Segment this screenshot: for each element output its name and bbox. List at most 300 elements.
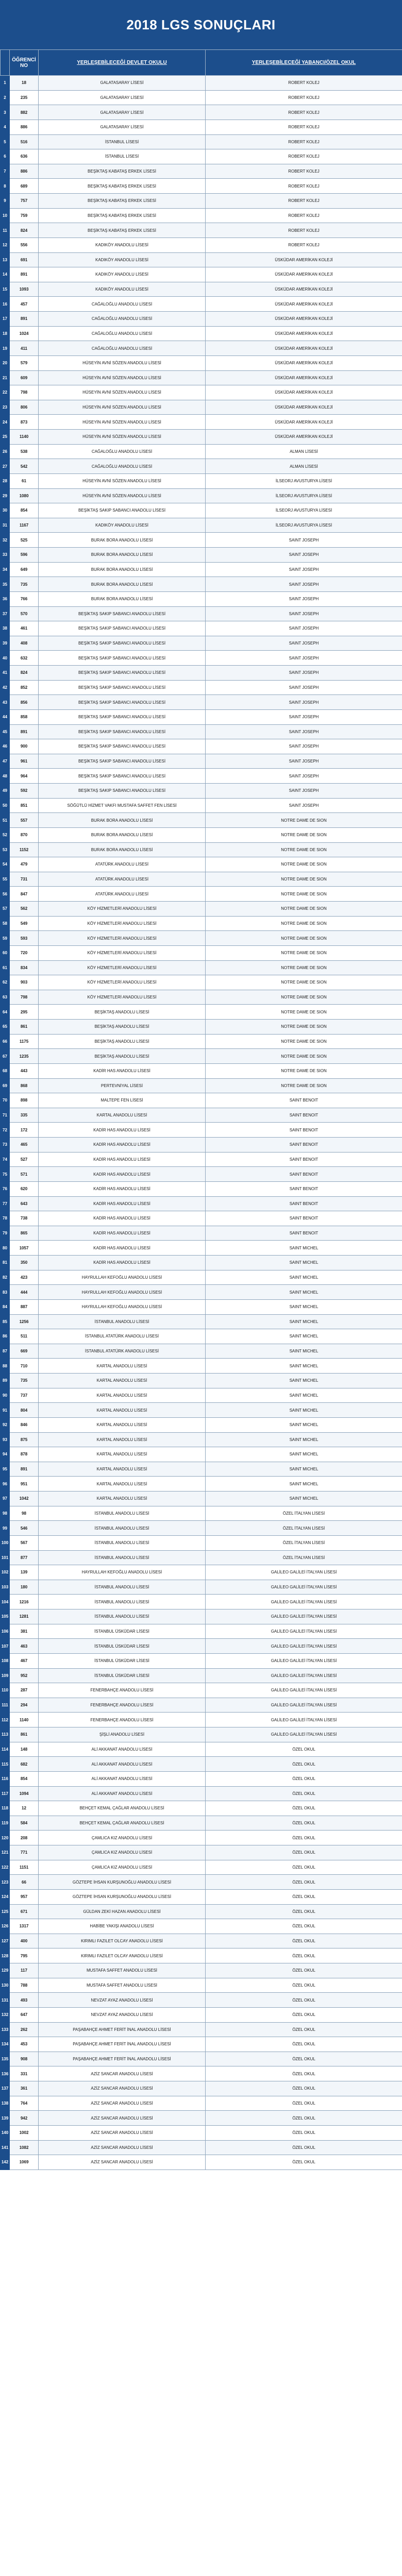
student-no-cell: 682 [10, 1757, 39, 1772]
state-school-cell: KÖY HİZMETLERİ ANADOLU LİSESİ [39, 945, 206, 960]
state-school-cell: NEVZAT AYAZ ANADOLU LİSESİ [39, 1993, 206, 2008]
private-school-cell: NOTRE DAME DE SION [206, 945, 402, 960]
private-school-cell: ROBERT KOLEJ [206, 208, 402, 223]
row-index: 2 [1, 90, 10, 105]
state-school-cell: KADIKÖY ANADOLU LİSESİ [39, 267, 206, 282]
student-no-cell: 98 [10, 1506, 39, 1521]
private-school-cell: SAINT JOSEPH [206, 695, 402, 710]
state-school-cell: ATATÜRK ANADOLU LİSESİ [39, 857, 206, 872]
table-row [1, 680, 402, 695]
private-school-cell: SAINT MICHEL [206, 1462, 402, 1477]
student-no-cell: 798 [10, 385, 39, 400]
row-index: 101 [1, 1550, 10, 1565]
student-no-cell: 18 [10, 76, 39, 91]
row-index: 98 [1, 1506, 10, 1521]
row-index: 3 [1, 105, 10, 120]
student-no-cell: 903 [10, 975, 39, 990]
private-school-cell: SAINT MICHEL [206, 1314, 402, 1329]
state-school-cell: ALİ AKKANAT ANADOLU LİSESİ [39, 1757, 206, 1772]
student-no-cell: 764 [10, 2096, 39, 2111]
row-index: 96 [1, 1477, 10, 1492]
state-school-cell: BEŞİKTAŞ SAKIP SABANCI ANADOLU LİSESİ [39, 651, 206, 666]
table-row [1, 1432, 402, 1447]
student-no-cell: 900 [10, 739, 39, 754]
row-index: 14 [1, 267, 10, 282]
table-row [1, 473, 402, 488]
row-index: 79 [1, 1226, 10, 1241]
private-school-cell: SAINT JOSEPH [206, 533, 402, 548]
row-index: 18 [1, 326, 10, 341]
state-school-cell: BEŞİKTAŞ SAKIP SABANCI ANADOLU LİSESİ [39, 636, 206, 651]
state-school-cell: HÜSEYİN AVNİ SÖZEN ANADOLU LİSESİ [39, 400, 206, 415]
state-school-cell: PAŞABAHÇE AHMET FERİT İNAL ANADOLU LİSESİ [39, 2022, 206, 2037]
state-school-cell: BEŞİKTAŞ KABATAŞ ERKEK LİSESİ [39, 164, 206, 179]
table-row [1, 1256, 402, 1270]
private-school-cell: SAINT JOSEPH [206, 562, 402, 577]
table-row [1, 1374, 402, 1388]
table-row [1, 960, 402, 975]
private-school-cell: SAINT JOSEPH [206, 769, 402, 784]
state-school-cell: İSTANBUL ANADOLU LİSESİ [39, 1506, 206, 1521]
state-school-cell: BURAK BORA ANADOLU LİSESİ [39, 577, 206, 592]
state-school-cell: KÖY HİZMETLERİ ANADOLU LİSESİ [39, 902, 206, 917]
student-no-cell: 584 [10, 1816, 39, 1831]
table-row [1, 1668, 402, 1683]
private-school-cell: GALİLEO GALİLEİ İTALYAN LİSESİ [206, 1595, 402, 1609]
student-no-cell: 771 [10, 1845, 39, 1860]
private-school-cell: SAINT BENOIT [206, 1211, 402, 1226]
private-school-cell: ÖZEL OKUL [206, 1831, 402, 1845]
row-index: 108 [1, 1653, 10, 1668]
private-school-cell: NOTRE DAME DE SION [206, 1034, 402, 1049]
table-row [1, 1226, 402, 1241]
row-index: 87 [1, 1344, 10, 1359]
table-row [1, 1329, 402, 1344]
row-index: 70 [1, 1093, 10, 1108]
state-school-cell: İSTANBUL ÜSKÜDAR LİSESİ [39, 1653, 206, 1668]
table-row [1, 1034, 402, 1049]
private-school-cell: ROBERT KOLEJ [206, 194, 402, 209]
state-school-cell: FENERBAHÇE ANADOLU LİSESİ [39, 1683, 206, 1698]
student-no-cell: 854 [10, 503, 39, 518]
table-row [1, 857, 402, 872]
table-row [1, 813, 402, 828]
row-index: 66 [1, 1034, 10, 1049]
student-no-cell: 596 [10, 548, 39, 563]
state-school-cell: HABİBE YAKIŞI ANADOLU LİSESİ [39, 1919, 206, 1934]
state-school-cell: KARTAL ANADOLU LİSESİ [39, 1417, 206, 1432]
student-no-cell: 861 [10, 1727, 39, 1742]
student-no-cell: 567 [10, 1535, 39, 1550]
student-no-cell: 834 [10, 960, 39, 975]
state-school-cell: NEVZAT AYAZ ANADOLU LİSESİ [39, 2007, 206, 2022]
state-school-cell: BEŞİKTAŞ SAKIP SABANCI ANADOLU LİSESİ [39, 666, 206, 681]
row-index: 43 [1, 695, 10, 710]
private-school-cell: ÜSKÜDAR AMERİKAN KOLEJİ [206, 341, 402, 356]
state-school-cell: KADİR HAS ANADOLU LİSESİ [39, 1211, 206, 1226]
student-no-cell: 262 [10, 2022, 39, 2037]
row-index: 117 [1, 1786, 10, 1801]
private-school-cell: ROBERT KOLEJ [206, 76, 402, 91]
row-index: 28 [1, 473, 10, 488]
table-row [1, 1167, 402, 1182]
private-school-cell: ÖZEL OKUL [206, 1904, 402, 1919]
row-index: 40 [1, 651, 10, 666]
state-school-cell: KARTAL ANADOLU LİSESİ [39, 1108, 206, 1123]
row-index: 134 [1, 2037, 10, 2052]
state-school-cell: GALATASARAY LİSESİ [39, 90, 206, 105]
student-no-cell: 1152 [10, 842, 39, 857]
student-no-cell: 957 [10, 1889, 39, 1904]
private-school-cell: ROBERT KOLEJ [206, 120, 402, 134]
student-no-cell: 846 [10, 1417, 39, 1432]
state-school-cell: BEŞİKTAŞ ANADOLU LİSESİ [39, 1020, 206, 1035]
page-title: 2018 LGS SONUÇLARI [126, 16, 276, 32]
state-school-cell: HÜSEYİN AVNİ SÖZEN ANADOLU LİSESİ [39, 355, 206, 370]
private-school-cell: ÜSKÜDAR AMERİKAN KOLEJİ [206, 252, 402, 267]
student-no-cell: 287 [10, 1683, 39, 1698]
private-school-cell: NOTRE DAME DE SION [206, 842, 402, 857]
state-school-cell: KÖY HİZMETLERİ ANADOLU LİSESİ [39, 916, 206, 931]
page-header [0, 0, 402, 49]
row-index: 17 [1, 312, 10, 327]
private-school-cell: GALİLEO GALİLEİ İTALYAN LİSESİ [206, 1624, 402, 1639]
row-index: 69 [1, 1078, 10, 1093]
table-row [1, 1388, 402, 1403]
private-school-cell: ROBERT KOLEJ [206, 164, 402, 179]
table-row [1, 666, 402, 681]
student-no-cell: 381 [10, 1624, 39, 1639]
state-school-cell: İSTANBUL ANADOLU LİSESİ [39, 1535, 206, 1550]
row-index: 19 [1, 341, 10, 356]
row-index: 62 [1, 975, 10, 990]
row-index: 86 [1, 1329, 10, 1344]
row-index: 75 [1, 1167, 10, 1182]
private-school-cell: NOTRE DAME DE SION [206, 857, 402, 872]
table-row [1, 444, 402, 459]
state-school-cell: KARTAL ANADOLU LİSESİ [39, 1403, 206, 1418]
state-school-cell: KADİR HAS ANADOLU LİSESİ [39, 1138, 206, 1153]
state-school-cell: İSTANBUL ATATÜRK ANADOLU LİSESİ [39, 1344, 206, 1359]
student-no-cell: 870 [10, 827, 39, 842]
private-school-cell: ÖZEL OKUL [206, 2155, 402, 2170]
student-no-cell: 858 [10, 709, 39, 724]
state-school-cell: KADIKÖY ANADOLU LİSESİ [39, 238, 206, 252]
private-school-cell: NOTRE DAME DE SION [206, 887, 402, 902]
private-school-cell: ÜSKÜDAR AMERİKAN KOLEJİ [206, 267, 402, 282]
private-school-cell: ÖZEL OKUL [206, 1816, 402, 1831]
private-school-cell: SAINT BENOIT [206, 1196, 402, 1211]
results-table [0, 49, 402, 2170]
table-row [1, 651, 402, 666]
student-no-cell: 720 [10, 945, 39, 960]
row-index: 32 [1, 533, 10, 548]
state-school-cell: KARTAL ANADOLU LİSESİ [39, 1492, 206, 1506]
state-school-cell: HAYRULLAH KEFOĞLU ANADOLU LİSESİ [39, 1299, 206, 1314]
table-row [1, 1123, 402, 1138]
table-row [1, 1477, 402, 1492]
table-row [1, 872, 402, 887]
state-school-cell: AZİZ SANCAR ANADOLU LİSESİ [39, 2140, 206, 2155]
student-no-cell: 1082 [10, 2140, 39, 2155]
student-no-cell: 798 [10, 990, 39, 1005]
state-school-cell: AZİZ SANCAR ANADOLU LİSESİ [39, 2155, 206, 2170]
state-school-cell: KARTAL ANADOLU LİSESİ [39, 1447, 206, 1462]
student-no-cell: 400 [10, 1934, 39, 1948]
row-index: 65 [1, 1020, 10, 1035]
private-school-cell: SAINT BENOIT [206, 1123, 402, 1138]
private-school-cell: ÖZEL İTALYAN LİSESİ [206, 1535, 402, 1550]
student-no-cell: 546 [10, 1521, 39, 1536]
private-school-cell: ROBERT KOLEJ [206, 238, 402, 252]
state-school-cell: İSTANBUL ANADOLU LİSESİ [39, 1595, 206, 1609]
state-school-cell: HÜSEYİN AVNİ SÖZEN ANADOLU LİSESİ [39, 473, 206, 488]
private-school-cell: ÜSKÜDAR AMERİKAN KOLEJİ [206, 370, 402, 385]
state-school-cell: KADİR HAS ANADOLU LİSESİ [39, 1063, 206, 1078]
row-index: 99 [1, 1521, 10, 1536]
table-row [1, 326, 402, 341]
student-no-cell: 538 [10, 444, 39, 459]
state-school-cell: HAYRULLAH KEFOĞLU ANADOLU LİSESİ [39, 1270, 206, 1285]
state-school-cell: HAYRULLAH KEFOĞLU ANADOLU LİSESİ [39, 1565, 206, 1580]
private-school-cell: SAINT MICHEL [206, 1492, 402, 1506]
table-row [1, 1108, 402, 1123]
student-no-cell: 148 [10, 1742, 39, 1757]
table-row [1, 1713, 402, 1727]
student-no-cell: 891 [10, 1462, 39, 1477]
student-no-cell: 669 [10, 1344, 39, 1359]
row-index: 15 [1, 282, 10, 297]
row-index: 7 [1, 164, 10, 179]
student-no-cell: 671 [10, 1904, 39, 1919]
state-school-cell: MUSTAFA SAFFET ANADOLU LİSESİ [39, 1978, 206, 1993]
table-row [1, 459, 402, 474]
student-no-cell: 1175 [10, 1034, 39, 1049]
state-school-cell: KARTAL ANADOLU LİSESİ [39, 1359, 206, 1374]
student-no-cell: 898 [10, 1093, 39, 1108]
private-school-cell: SAINT BENOIT [206, 1181, 402, 1196]
student-no-cell: 731 [10, 872, 39, 887]
row-index: 57 [1, 902, 10, 917]
row-index: 85 [1, 1314, 10, 1329]
row-index: 47 [1, 754, 10, 769]
table-row [1, 1020, 402, 1035]
table-row [1, 621, 402, 636]
private-school-cell: ÖZEL İTALYAN LİSESİ [206, 1506, 402, 1521]
row-index: 111 [1, 1698, 10, 1713]
private-school-cell: GALİLEO GALİLEİ İTALYAN LİSESİ [206, 1639, 402, 1654]
row-index: 46 [1, 739, 10, 754]
state-school-cell: HÜSEYİN AVNİ SÖZEN ANADOLU LİSESİ [39, 488, 206, 503]
table-row [1, 134, 402, 149]
row-index: 68 [1, 1063, 10, 1078]
row-index: 48 [1, 769, 10, 784]
table-row [1, 1919, 402, 1934]
table-row [1, 1727, 402, 1742]
student-no-cell: 861 [10, 1020, 39, 1035]
row-index: 140 [1, 2125, 10, 2140]
private-school-cell: SAINT BENOIT [206, 1167, 402, 1182]
private-school-cell: ÖZEL OKUL [206, 2140, 402, 2155]
row-index: 37 [1, 606, 10, 621]
state-school-cell: BEŞİKTAŞ SAKIP SABANCI ANADOLU LİSESİ [39, 739, 206, 754]
student-no-cell: 649 [10, 562, 39, 577]
student-no-cell: 647 [10, 2007, 39, 2022]
student-no-cell: 1140 [10, 1713, 39, 1727]
table-row [1, 355, 402, 370]
student-no-cell: 891 [10, 724, 39, 739]
private-school-cell: GALİLEO GALİLEİ İTALYAN LİSESİ [206, 1698, 402, 1713]
table-row [1, 1403, 402, 1418]
table-row [1, 798, 402, 813]
private-school-cell: ROBERT KOLEJ [206, 90, 402, 105]
private-school-cell: ÖZEL OKUL [206, 1934, 402, 1948]
table-row [1, 488, 402, 503]
student-no-cell: 852 [10, 680, 39, 695]
private-school-cell: ÖZEL OKUL [206, 1757, 402, 1772]
table-row [1, 2096, 402, 2111]
private-school-cell: SAINT MICHEL [206, 1417, 402, 1432]
table-row [1, 518, 402, 533]
row-index: 88 [1, 1359, 10, 1374]
table-row [1, 1889, 402, 1904]
student-no-cell: 180 [10, 1580, 39, 1595]
student-no-cell: 691 [10, 252, 39, 267]
row-index: 12 [1, 238, 10, 252]
table-row [1, 754, 402, 769]
table-row [1, 1742, 402, 1757]
table-row [1, 591, 402, 606]
state-school-cell: KADİR HAS ANADOLU LİSESİ [39, 1181, 206, 1196]
state-school-cell: AZİZ SANCAR ANADOLU LİSESİ [39, 2081, 206, 2096]
student-no-cell: 1235 [10, 1049, 39, 1064]
state-school-cell: İSTANBUL LİSESİ [39, 149, 206, 164]
private-school-cell: ÖZEL OKUL [206, 1978, 402, 1993]
private-school-cell: NOTRE DAME DE SION [206, 813, 402, 828]
table-row [1, 370, 402, 385]
private-school-cell: SAINT JOSEPH [206, 606, 402, 621]
row-index: 24 [1, 415, 10, 430]
state-school-cell: KIRIMLI FAZILET OLCAY ANADOLU LİSESİ [39, 1948, 206, 1963]
table-row [1, 223, 402, 238]
state-school-cell: BURAK BORA ANADOLU LİSESİ [39, 562, 206, 577]
private-school-cell: ROBERT KOLEJ [206, 179, 402, 194]
private-school-cell: GALİLEO GALİLEİ İTALYAN LİSESİ [206, 1653, 402, 1668]
row-index: 5 [1, 134, 10, 149]
private-school-cell: İLSEORJ AVUSTURYA LİSESİ [206, 473, 402, 488]
table-row [1, 636, 402, 651]
private-school-cell: SAINT JOSEPH [206, 709, 402, 724]
state-school-cell: KÖY HİZMETLERİ ANADOLU LİSESİ [39, 931, 206, 946]
state-school-cell: İSTANBUL ANADOLU LİSESİ [39, 1609, 206, 1624]
private-school-cell: ÜSKÜDAR AMERİKAN KOLEJİ [206, 297, 402, 312]
state-school-cell: BURAK BORA ANADOLU LİSESİ [39, 533, 206, 548]
table-row [1, 1845, 402, 1860]
state-school-cell: BEHÇET KEMAL ÇAĞLAR ANADOLU LİSESİ [39, 1816, 206, 1831]
state-school-cell: CAĞALOĞLU ANADOLU LİSESİ [39, 297, 206, 312]
student-no-cell: 1216 [10, 1595, 39, 1609]
private-school-cell: ÖZEL OKUL [206, 1919, 402, 1934]
row-index: 89 [1, 1374, 10, 1388]
student-no-cell: 461 [10, 621, 39, 636]
student-no-cell: 689 [10, 179, 39, 194]
row-index: 93 [1, 1432, 10, 1447]
student-no-cell: 295 [10, 1005, 39, 1020]
row-index: 105 [1, 1609, 10, 1624]
student-no-cell: 463 [10, 1639, 39, 1654]
table-row [1, 975, 402, 990]
row-index: 53 [1, 842, 10, 857]
row-index: 142 [1, 2155, 10, 2170]
state-school-cell: KARTAL ANADOLU LİSESİ [39, 1477, 206, 1492]
table-row [1, 2125, 402, 2140]
student-no-cell: 865 [10, 1226, 39, 1241]
state-school-cell: BEŞİKTAŞ SAKIP SABANCI ANADOLU LİSESİ [39, 769, 206, 784]
table-row [1, 1860, 402, 1875]
private-school-cell: ÖZEL OKUL [206, 2081, 402, 2096]
student-no-cell: 887 [10, 1299, 39, 1314]
private-school-cell: ÜSKÜDAR AMERİKAN KOLEJİ [206, 282, 402, 297]
row-index: 95 [1, 1462, 10, 1477]
table-row [1, 1521, 402, 1536]
row-index: 25 [1, 430, 10, 445]
state-school-cell: İSTANBUL ÜSKÜDAR LİSESİ [39, 1639, 206, 1654]
student-no-cell: 408 [10, 636, 39, 651]
table-row [1, 415, 402, 430]
table-row [1, 1535, 402, 1550]
state-school-cell: PERTEVNİYAL LİSESİ [39, 1078, 206, 1093]
row-index: 115 [1, 1757, 10, 1772]
state-school-cell: BEŞİKTAŞ SAKIP SABANCI ANADOLU LİSESİ [39, 606, 206, 621]
table-header-row [1, 50, 402, 76]
table-row [1, 1285, 402, 1300]
state-school-cell: AZİZ SANCAR ANADOLU LİSESİ [39, 2125, 206, 2140]
state-school-cell: ÇAMLICA KIZ ANADOLU LİSESİ [39, 1845, 206, 1860]
table-row [1, 709, 402, 724]
row-index: 133 [1, 2022, 10, 2037]
state-school-cell: KADİR HAS ANADOLU LİSESİ [39, 1167, 206, 1182]
table-row [1, 1492, 402, 1506]
row-index: 30 [1, 503, 10, 518]
private-school-cell: ALMAN LİSESİ [206, 444, 402, 459]
table-row [1, 784, 402, 799]
student-no-cell: 735 [10, 1374, 39, 1388]
state-school-cell: AZİZ SANCAR ANADOLU LİSESİ [39, 2066, 206, 2081]
table-row [1, 282, 402, 297]
table-row [1, 1063, 402, 1078]
row-index: 113 [1, 1727, 10, 1742]
row-index: 141 [1, 2140, 10, 2155]
row-index: 139 [1, 2111, 10, 2126]
private-school-cell: GALİLEO GALİLEİ İTALYAN LİSESİ [206, 1683, 402, 1698]
table-row [1, 769, 402, 784]
student-no-cell: 620 [10, 1181, 39, 1196]
row-index: 129 [1, 1963, 10, 1978]
row-index: 51 [1, 813, 10, 828]
state-school-cell: ALİ AKKANAT ANADOLU LİSESİ [39, 1786, 206, 1801]
student-no-cell: 557 [10, 813, 39, 828]
state-school-cell: CAĞALOĞLU ANADOLU LİSESİ [39, 444, 206, 459]
state-school-cell: KADIKÖY ANADOLU LİSESİ [39, 518, 206, 533]
student-no-cell: 516 [10, 134, 39, 149]
table-row [1, 312, 402, 327]
table-body [1, 76, 402, 2170]
private-school-cell: ÖZEL OKUL [206, 2125, 402, 2140]
table-row [1, 1580, 402, 1595]
row-index: 94 [1, 1447, 10, 1462]
private-school-cell: ÖZEL OKUL [206, 1801, 402, 1816]
private-school-cell: ÜSKÜDAR AMERİKAN KOLEJİ [206, 430, 402, 445]
